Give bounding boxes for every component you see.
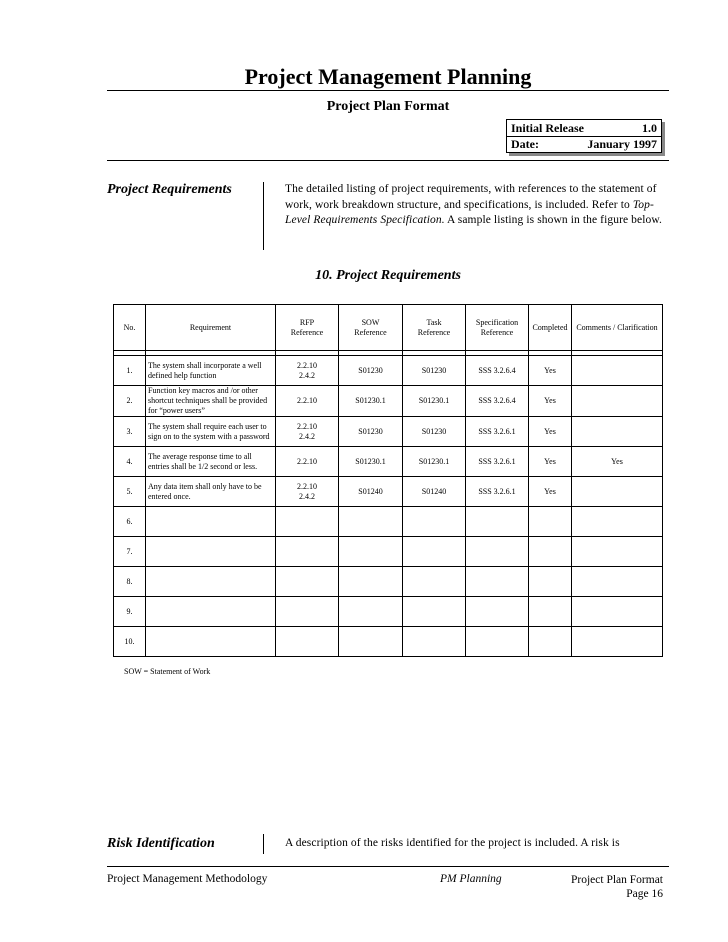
col-no: No. xyxy=(114,305,146,351)
cell-task xyxy=(403,567,466,597)
cell-comments: Yes xyxy=(572,447,663,477)
release-label: Initial Release xyxy=(511,121,584,135)
cell-rfp xyxy=(276,597,339,627)
cell-task: S01230 xyxy=(403,417,466,447)
col-requirement: Requirement xyxy=(146,305,276,351)
table-row xyxy=(114,417,663,447)
cell-comments xyxy=(572,567,663,597)
cell-sow xyxy=(339,507,403,537)
cell-comments xyxy=(572,386,663,417)
cell-spec xyxy=(466,567,529,597)
footer-right xyxy=(540,873,663,901)
col-task: Task Reference xyxy=(403,305,466,351)
title-rule xyxy=(107,90,669,91)
cell-completed xyxy=(529,597,572,627)
cell-rfp: 2.2.10 2.4.2 xyxy=(276,356,339,386)
cell-spec xyxy=(466,537,529,567)
cell-spec: SSS 3.2.6.4 xyxy=(466,356,529,386)
col-spec: Specification Reference xyxy=(466,305,529,351)
table-row xyxy=(114,356,663,386)
cell-rfp: 2.2.10 xyxy=(276,447,339,477)
cell-task: S01230.1 xyxy=(403,386,466,417)
cell-spec: SSS 3.2.6.1 xyxy=(466,447,529,477)
cell-sow: S01230.1 xyxy=(339,386,403,417)
document-title: Project Management Planning xyxy=(244,64,532,89)
cell-comments xyxy=(572,417,663,447)
cell-spec xyxy=(466,627,529,657)
cell-no: 7. xyxy=(114,537,146,567)
cell-completed: Yes xyxy=(529,417,572,447)
cell-spec: SSS 3.2.6.1 xyxy=(466,477,529,507)
cell-no: 1. xyxy=(114,356,146,386)
cell-completed: Yes xyxy=(529,447,572,477)
table-row xyxy=(114,386,663,417)
table-row-empty xyxy=(114,627,663,657)
section-body-risk: A description of the risks identified for the project is included. A risk is xyxy=(285,837,620,849)
cell-task xyxy=(403,507,466,537)
footer-right-line1: Project Plan Format xyxy=(571,874,663,886)
cell-no: 2. xyxy=(114,386,146,417)
cell-comments xyxy=(572,356,663,386)
section-heading-risk: Risk Identification xyxy=(107,836,215,851)
cell-no: 4. xyxy=(114,447,146,477)
section-body-requirements xyxy=(285,182,665,229)
body-text-2: A sample listing is shown in the figure below. xyxy=(444,214,663,226)
table-row xyxy=(114,447,663,477)
section-divider-risk xyxy=(263,834,264,854)
cell-requirement xyxy=(146,597,276,627)
cell-comments xyxy=(572,627,663,657)
footer-middle: PM Planning xyxy=(440,873,502,885)
release-info-box xyxy=(506,119,662,153)
cell-no: 6. xyxy=(114,507,146,537)
cell-sow: S01230 xyxy=(339,356,403,386)
cell-task xyxy=(403,627,466,657)
col-sow: SOW Reference xyxy=(339,305,403,351)
cell-comments xyxy=(572,537,663,567)
cell-sow xyxy=(339,597,403,627)
table-note: SOW = Statement of Work xyxy=(124,667,211,676)
body-text-ref: Top-Level Requirements Specification. xyxy=(285,198,654,226)
cell-no: 8. xyxy=(114,567,146,597)
cell-comments xyxy=(572,597,663,627)
cell-requirement xyxy=(146,537,276,567)
figure-title: 10. Project Requirements xyxy=(315,268,461,283)
cell-completed xyxy=(529,507,572,537)
cell-rfp: 2.2.10 2.4.2 xyxy=(276,477,339,507)
cell-no: 10. xyxy=(114,627,146,657)
cell-requirement: The system shall incorporate a well defined help function xyxy=(146,356,276,386)
cell-requirement: The average response time to all entries shall be 1/2 second or less. xyxy=(146,447,276,477)
header-rule xyxy=(107,160,669,161)
cell-task: S01240 xyxy=(403,477,466,507)
footer-right-page: Page 16 xyxy=(626,888,663,900)
cell-no: 9. xyxy=(114,597,146,627)
cell-sow: S01240 xyxy=(339,477,403,507)
cell-rfp: 2.2.10 xyxy=(276,386,339,417)
cell-sow: S01230.1 xyxy=(339,447,403,477)
cell-requirement xyxy=(146,567,276,597)
cell-requirement: Function key macros and /or other shortcut techniques shall be provided for “power users” xyxy=(146,386,276,417)
col-comments: Comments / Clarification xyxy=(572,305,663,351)
cell-no: 5. xyxy=(114,477,146,507)
col-rfp: RFP Reference xyxy=(276,305,339,351)
requirements-table xyxy=(113,304,663,657)
table-row xyxy=(114,477,663,507)
cell-rfp xyxy=(276,507,339,537)
cell-completed xyxy=(529,537,572,567)
cell-task xyxy=(403,537,466,567)
section-heading-requirements: Project Requirements xyxy=(107,182,232,197)
footer-rule xyxy=(107,866,669,867)
cell-comments xyxy=(572,507,663,537)
cell-sow: S01230 xyxy=(339,417,403,447)
document-subtitle: Project Plan Format xyxy=(326,99,450,114)
cell-spec: SSS 3.2.6.1 xyxy=(466,417,529,447)
cell-sow xyxy=(339,537,403,567)
table-header-row xyxy=(114,305,663,351)
cell-comments xyxy=(572,477,663,507)
release-value: 1.0 xyxy=(642,121,657,135)
cell-sow xyxy=(339,627,403,657)
cell-no: 3. xyxy=(114,417,146,447)
date-value: January 1997 xyxy=(587,137,657,151)
date-label: Date: xyxy=(511,137,539,151)
cell-task: S01230.1 xyxy=(403,447,466,477)
cell-requirement xyxy=(146,507,276,537)
cell-spec xyxy=(466,597,529,627)
cell-spec: SSS 3.2.6.4 xyxy=(466,386,529,417)
cell-requirement: Any data item shall only have to be entered once. xyxy=(146,477,276,507)
cell-task: S01230 xyxy=(403,356,466,386)
cell-sow xyxy=(339,567,403,597)
cell-spec xyxy=(466,507,529,537)
cell-completed: Yes xyxy=(529,356,572,386)
cell-completed xyxy=(529,627,572,657)
cell-rfp xyxy=(276,627,339,657)
table-row-empty xyxy=(114,507,663,537)
cell-rfp xyxy=(276,537,339,567)
table-row-empty xyxy=(114,537,663,567)
table-row-empty xyxy=(114,597,663,627)
cell-completed xyxy=(529,567,572,597)
cell-requirement: The system shall require each user to sign on to the system with a password xyxy=(146,417,276,447)
cell-rfp xyxy=(276,567,339,597)
cell-task xyxy=(403,597,466,627)
cell-completed: Yes xyxy=(529,477,572,507)
cell-requirement xyxy=(146,627,276,657)
table-row-empty xyxy=(114,567,663,597)
cell-rfp: 2.2.10 2.4.2 xyxy=(276,417,339,447)
col-completed: Completed xyxy=(529,305,572,351)
cell-completed: Yes xyxy=(529,386,572,417)
body-text-1: The detailed listing of project requirements, with references to the statement of work, work breakdown structure, and specifications, is included. Refer to xyxy=(285,183,657,211)
section-divider xyxy=(263,182,264,250)
footer-left: Project Management Methodology xyxy=(107,873,268,885)
